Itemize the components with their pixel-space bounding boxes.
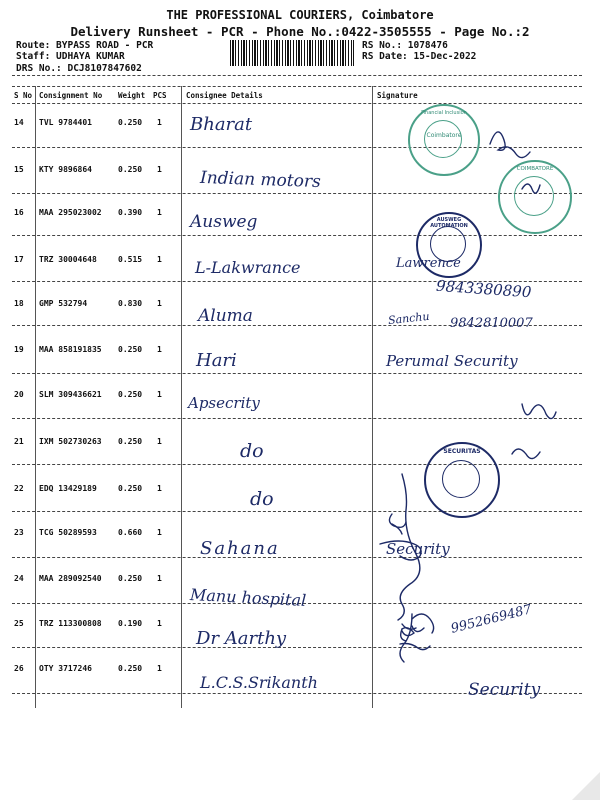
row-sno: 20 [14,390,24,399]
row-consignment-no: TVL 9784401 [39,118,92,127]
column-header-consignment: Consignment No [39,91,103,100]
consignee-handwriting: Manu hospital [189,584,307,611]
signature-text: Perumal Security [386,352,518,370]
route-label: Route: BYPASS ROAD - PCR [16,40,154,51]
consignee-handwriting: L-Lakwrance [195,258,301,277]
consignee-handwriting: Aluma [198,306,253,326]
row-weight: 0.250 [118,165,143,174]
row-weight: 0.190 [118,619,143,628]
row-consignment-no: IXM 502730263 [39,437,102,446]
row-weight: 0.250 [118,345,143,354]
page-corner [572,772,600,800]
row-pcs: 1 [157,255,162,264]
row-sno: 23 [14,528,24,537]
row-sno: 14 [14,118,24,127]
row-consignment-no: MAA 858191835 [39,345,102,354]
row-sno: 25 [14,619,24,628]
signature-mark [389,514,406,527]
phone-number-handwriting: 9843380890 [435,276,532,302]
row-sno: 17 [14,255,24,264]
consignee-handwriting: Sahana [200,538,280,559]
row-pcs: 1 [157,208,162,217]
row-pcs: 1 [157,118,162,127]
divider [12,86,582,87]
row-sno: 16 [14,208,24,217]
consignee-handwriting: do [240,440,264,462]
row-sno: 26 [14,664,24,673]
row-weight: 0.250 [118,390,143,399]
row-weight: 0.250 [118,664,143,673]
signature-text: Sanchu [387,309,431,328]
barcode [230,40,354,66]
row-consignment-no: TRZ 30004648 [39,255,97,264]
row-pcs: 1 [157,574,162,583]
signature-mark [512,449,540,459]
column-header-consignee: Consignee Details [186,91,263,100]
column-header-pcs: PCS [153,91,167,100]
drs-number: DRS No.: DCJ8107847602 [16,63,142,74]
row-consignment-no: OTY 3717246 [39,664,92,673]
consignee-handwriting: Dr Aarthy [196,628,287,649]
row-pcs: 1 [157,299,162,308]
consignee-handwriting: do [250,488,274,510]
consignee-handwriting: Indian motors [199,167,322,193]
row-sno: 24 [14,574,24,583]
signature-text: Security [386,540,450,558]
rs-date: RS Date: 15-Dec-2022 [362,51,477,62]
row-consignment-no: KTY 9896864 [39,165,92,174]
row-weight: 0.515 [118,255,143,264]
signature-mark [490,132,530,158]
phone-number-handwriting: 9842810007 [450,316,533,331]
row-weight: 0.390 [118,208,143,217]
row-pcs: 1 [157,484,162,493]
runsheet-subtitle: Delivery Runsheet - PCR - Phone No.:0422-3505555 - Page No.:2 [70,24,530,39]
row-sno: 15 [14,165,24,174]
signature-text: Security [468,680,541,700]
consignee-handwriting: L.C.S.Srikanth [200,673,318,692]
row-sno: 19 [14,345,24,354]
consignee-handwriting: Ausweg [190,212,258,232]
row-sno: 21 [14,437,24,446]
column-header-sno: S No [14,91,33,100]
column-header-weight: Weight [118,91,146,100]
rs-number: RS No.: 1078476 [362,40,448,51]
ausweg-automation-stamp: AUSWEG AUTOMATION [416,212,482,278]
coimbatore-stamp: COIMBATORE [498,160,572,234]
runsheet-title: THE PROFESSIONAL COURIERS, Coimbatore [166,8,434,22]
row-pcs: 1 [157,664,162,673]
row-weight: 0.250 [118,118,143,127]
row-pcs: 1 [157,345,162,354]
row-consignment-no: MAA 295023002 [39,208,102,217]
row-consignment-no: TRZ 113300808 [39,619,102,628]
row-consignment-no: TCG 50289593 [39,528,97,537]
row-pcs: 1 [157,619,162,628]
column-divider [35,86,36,708]
staff-label: Staff: UDHAYA KUMAR [16,51,125,62]
financial-inclusion-stamp: Coimbatore Financial Inclusion [408,104,480,176]
column-divider [181,86,182,708]
phone-number-handwriting: 9952669487 [449,602,534,637]
consignee-handwriting: Apsecrity [188,394,260,412]
consignee-handwriting: Bharat [190,114,253,135]
row-weight: 0.250 [118,437,143,446]
row-weight: 0.830 [118,299,143,308]
signature-mark [522,404,556,419]
row-pcs: 1 [157,390,162,399]
row-sno: 18 [14,299,24,308]
signature-text: Lawrence [396,256,461,271]
consignee-handwriting: Hari [196,350,237,371]
row-weight: 0.660 [118,528,143,537]
row-consignment-no: MAA 289092540 [39,574,102,583]
row-pcs: 1 [157,437,162,446]
row-consignment-no: GMP 532794 [39,299,88,308]
securitas-stamp: SECURITAS [424,442,500,518]
row-weight: 0.250 [118,484,143,493]
column-header-signature: Signature [377,91,418,100]
row-pcs: 1 [157,165,162,174]
row-pcs: 1 [157,528,162,537]
divider [12,75,582,76]
signature-mark [412,626,424,632]
row-consignment-no: SLM 309436621 [39,390,102,399]
row-weight: 0.250 [118,574,143,583]
row-sno: 22 [14,484,24,493]
row-consignment-no: EDQ 13429189 [39,484,97,493]
